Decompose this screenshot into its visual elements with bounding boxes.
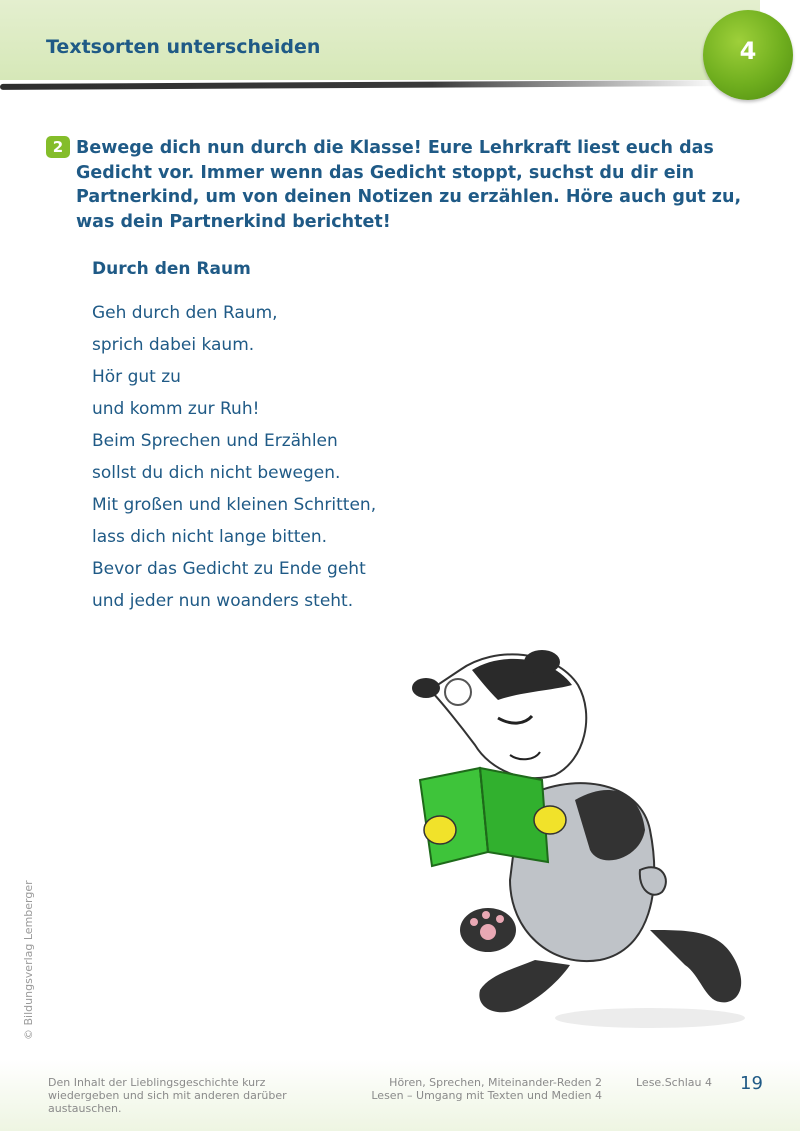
poem-line: und jeder nun woanders steht. (92, 591, 354, 611)
back-leg (650, 930, 741, 1002)
footer-left-line: austauschen. (48, 1102, 122, 1115)
copyright-notice: © Bildungsverlag Lemberger (22, 880, 35, 1040)
page-title: Textsorten unterscheiden (46, 36, 321, 58)
footer-left-line: wiedergeben und sich mit anderen darüber (48, 1089, 287, 1102)
poem-lines (92, 300, 376, 620)
page-footer (0, 1060, 800, 1131)
poem-line: Bevor das Gedicht zu Ende geht (92, 559, 366, 579)
footer-competencies (350, 1076, 602, 1102)
task-number-badge: 2 (46, 136, 70, 158)
footer-left-line: Den Inhalt der Lieblingsgeschichte kurz (48, 1076, 266, 1089)
badger-illustration-svg (400, 630, 780, 1040)
footer-brand: Lese.Schlau 4 (636, 1076, 712, 1089)
ground-shadow (555, 1008, 745, 1028)
poem-line: Hör gut zu (92, 367, 181, 387)
badger-reading-book-illustration (400, 630, 780, 1040)
poem-line: Beim Sprechen und Erzählen (92, 431, 338, 451)
poem-line: lass dich nicht lange bitten. (92, 527, 328, 547)
book-left-page (420, 768, 488, 866)
page-number: 19 (740, 1073, 763, 1094)
task-instruction: Bewege dich nun durch die Klasse! Eure Lehrkraft liest euch das Gedicht vor. Immer wenn das Gedicht stoppt, suchst du dir ein Partnerkind, um von deinen Notizen zu erzählen. Höre auch gut zu, was dein Partnerkind berichtet! (76, 138, 742, 232)
header-divider (0, 80, 720, 90)
poem-title: Durch den Raum (92, 259, 251, 279)
chapter-number: 4 (739, 37, 757, 65)
left-hand (424, 816, 456, 844)
footer-learning-goal (48, 1076, 298, 1115)
foot-pad (480, 924, 496, 940)
poem-line: sollst du dich nicht bewegen. (92, 463, 341, 483)
poem-line: Mit großen und kleinen Schritten, (92, 495, 377, 515)
right-hand (534, 806, 566, 834)
page-header (0, 0, 800, 96)
footer-mid-line: Hören, Sprechen, Miteinander-Reden 2 (389, 1076, 602, 1089)
front-leg (479, 960, 570, 1012)
badger-nose (412, 678, 440, 698)
footer-mid-line: Lesen – Umgang mit Texten und Medien 4 (371, 1089, 602, 1102)
poem-line: sprich dabei kaum. (92, 335, 255, 355)
poem-line: und komm zur Ruh! (92, 399, 260, 419)
poem-line: Geh durch den Raum, (92, 303, 278, 323)
badger-ear (524, 650, 560, 674)
chapter-badge (703, 10, 793, 100)
